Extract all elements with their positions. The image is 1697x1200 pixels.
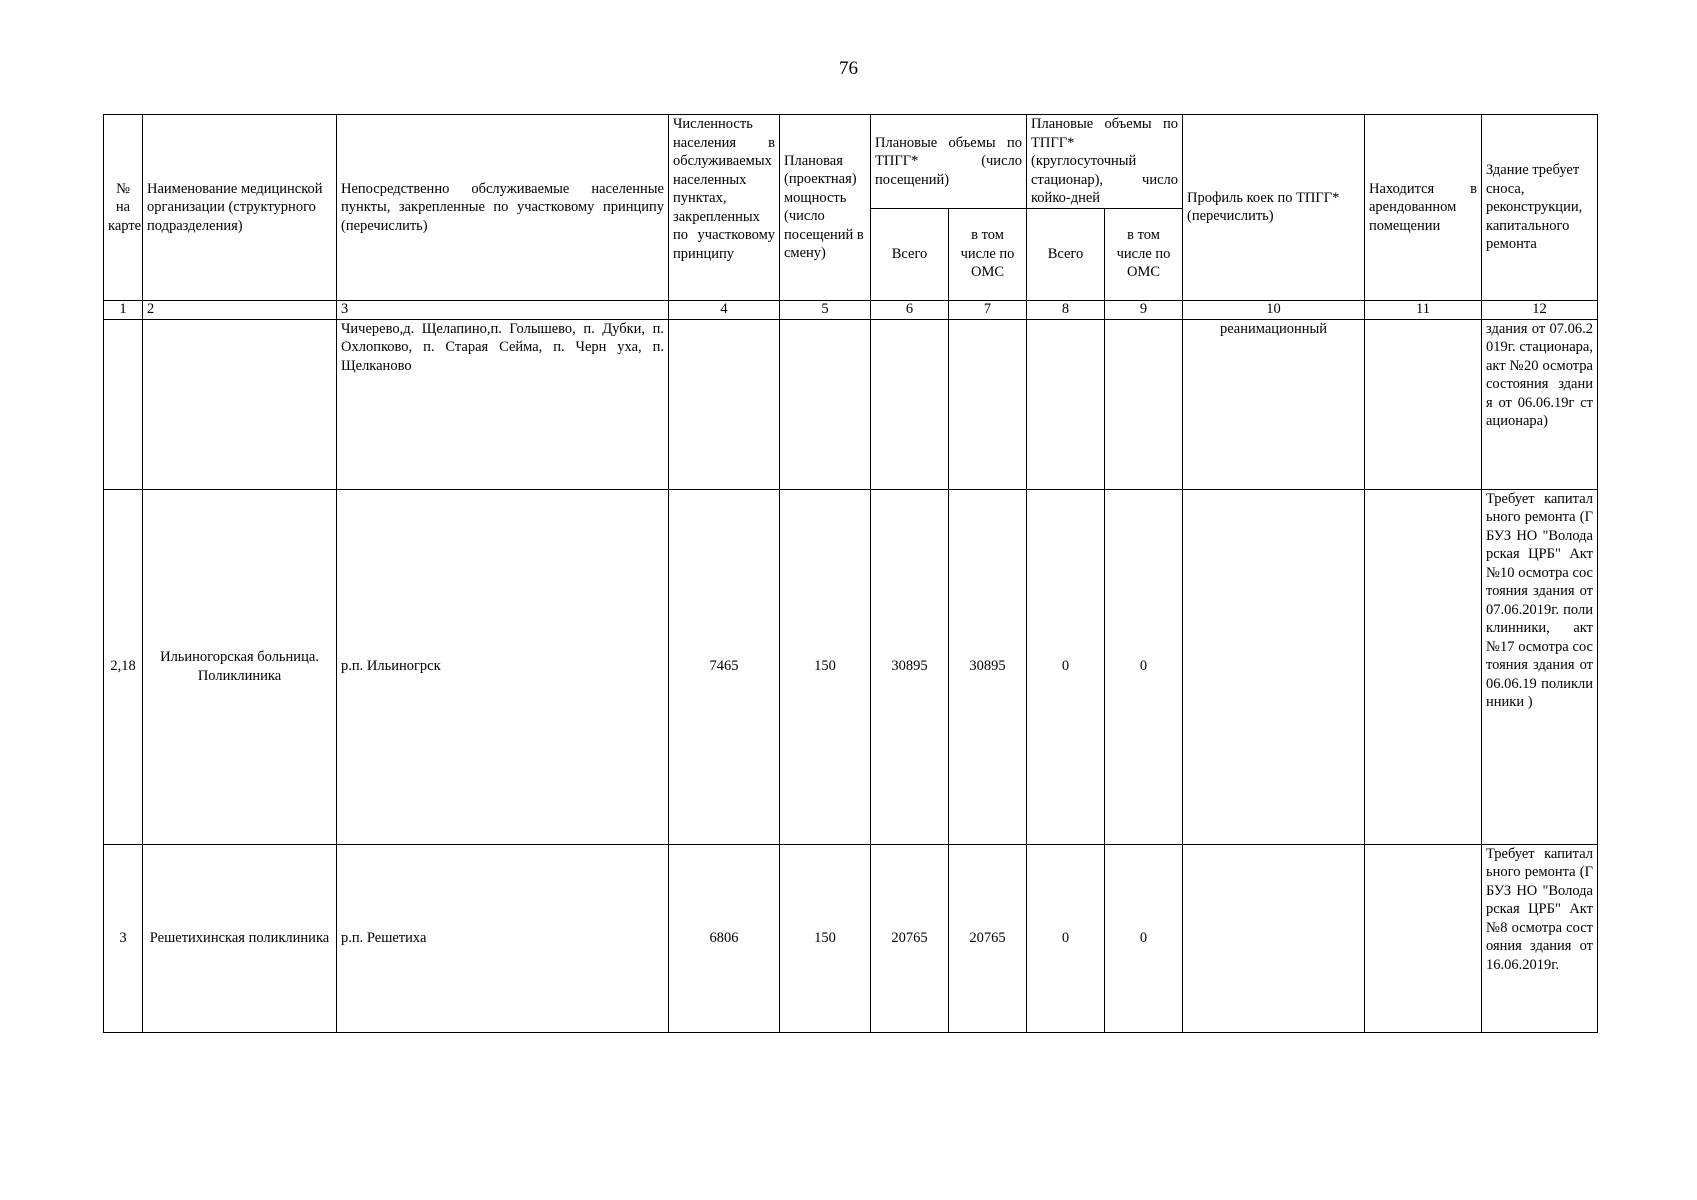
visits-oms-cell: 20765	[949, 844, 1027, 1032]
capacity-cell: 150	[780, 489, 871, 844]
header-beddays-group: Плановые объемы по ТПГГ* (круглосуточный стационар), число койко-дней	[1027, 115, 1183, 209]
column-number: 11	[1365, 300, 1482, 319]
beddays-oms-cell	[1105, 319, 1183, 489]
map-number-cell	[104, 319, 143, 489]
column-number: 10	[1183, 300, 1365, 319]
header-map-number: № на карте	[104, 115, 143, 301]
column-number: 1	[104, 300, 143, 319]
population-cell: 6806	[669, 844, 780, 1032]
visits-total-cell	[871, 319, 949, 489]
settlements-cell: Чичерево,д. Щелапино,п. Голышево, п. Дубки, п. Охлопково, п. Старая Сейма, п. Черн уха, п. Щелканово	[337, 319, 669, 489]
capacity-cell	[780, 319, 871, 489]
header-organization-name: Наименование медицинской организации (структурного подразделения)	[143, 115, 337, 301]
organization-name-cell: Ильиногорская больница. Поликлиника	[143, 489, 337, 844]
building-condition-cell: Требует капитального ремонта (ГБУЗ НО "Володарская ЦРБ" Акт №8 осмотра состояния здания от 16.06.2019г.	[1482, 844, 1598, 1032]
map-number-cell: 3	[104, 844, 143, 1032]
header-visits-group: Плановые объемы по ТПГГ* (число посещений)	[871, 115, 1027, 209]
column-number: 7	[949, 300, 1027, 319]
header-beddays-total: Всего	[1027, 208, 1105, 300]
visits-total-cell: 20765	[871, 844, 949, 1032]
header-row	[104, 115, 1598, 209]
page-number: 76	[839, 58, 858, 79]
header-bed-profile: Профиль коек по ТПГГ* (перечислить)	[1183, 115, 1365, 301]
table-row	[104, 844, 1598, 1032]
beddays-total-cell: 0	[1027, 489, 1105, 844]
medical-organizations-table	[103, 114, 1598, 1033]
column-number: 2	[143, 300, 337, 319]
settlements-cell: р.п. Решетиха	[337, 844, 669, 1032]
column-numbers-row	[104, 300, 1598, 319]
header-building-condition: Здание требует сноса, реконструкции, капитального ремонта	[1482, 115, 1598, 301]
population-cell: 7465	[669, 489, 780, 844]
column-number: 5	[780, 300, 871, 319]
rented-cell	[1365, 319, 1482, 489]
beddays-total-cell	[1027, 319, 1105, 489]
table-row	[104, 319, 1598, 489]
visits-total-cell: 30895	[871, 489, 949, 844]
table-row	[104, 489, 1598, 844]
beddays-total-cell: 0	[1027, 844, 1105, 1032]
column-number: 6	[871, 300, 949, 319]
header-settlements: Непосредственно обслуживаемые населенные пункты, закрепленные по участковому принципу (перечислить)	[337, 115, 669, 301]
building-condition-cell: Требует капитального ремонта (ГБУЗ НО "Володарская ЦРБ" Акт №10 осмотра состояния здания от 07.06.2019г. поликлинники, акт №17 осмотра состояния здания от 06.06.19 поликлинники )	[1482, 489, 1598, 844]
header-rented: Находится в арендованном помещении	[1365, 115, 1482, 301]
header-visits-oms: в том числе по ОМС	[949, 208, 1027, 300]
visits-oms-cell: 30895	[949, 489, 1027, 844]
header-beddays-oms: в том числе по ОМС	[1105, 208, 1183, 300]
bed-profile-cell: реанимационный	[1183, 319, 1365, 489]
population-cell	[669, 319, 780, 489]
column-number: 9	[1105, 300, 1183, 319]
bed-profile-cell	[1183, 844, 1365, 1032]
rented-cell	[1365, 844, 1482, 1032]
capacity-cell: 150	[780, 844, 871, 1032]
header-capacity: Плановая (проектная) мощность (число посещений в смену)	[780, 115, 871, 301]
column-number: 3	[337, 300, 669, 319]
settlements-cell: р.п. Ильиногрск	[337, 489, 669, 844]
header-population: Численность населения в обслуживаемых населенных пунктах, закрепленных по участковому принципу	[669, 115, 780, 301]
beddays-oms-cell: 0	[1105, 844, 1183, 1032]
map-number-cell: 2,18	[104, 489, 143, 844]
column-number: 8	[1027, 300, 1105, 319]
beddays-oms-cell: 0	[1105, 489, 1183, 844]
organization-name-cell	[143, 319, 337, 489]
rented-cell	[1365, 489, 1482, 844]
organization-name-cell: Решетихинская поликлиника	[143, 844, 337, 1032]
column-number: 4	[669, 300, 780, 319]
column-number: 12	[1482, 300, 1598, 319]
building-condition-cell: здания от 07.06.2019г. стационара, акт №20 осмотра состояния здания от 06.06.19г стационара)	[1482, 319, 1598, 489]
header-visits-total: Всего	[871, 208, 949, 300]
visits-oms-cell	[949, 319, 1027, 489]
bed-profile-cell	[1183, 489, 1365, 844]
